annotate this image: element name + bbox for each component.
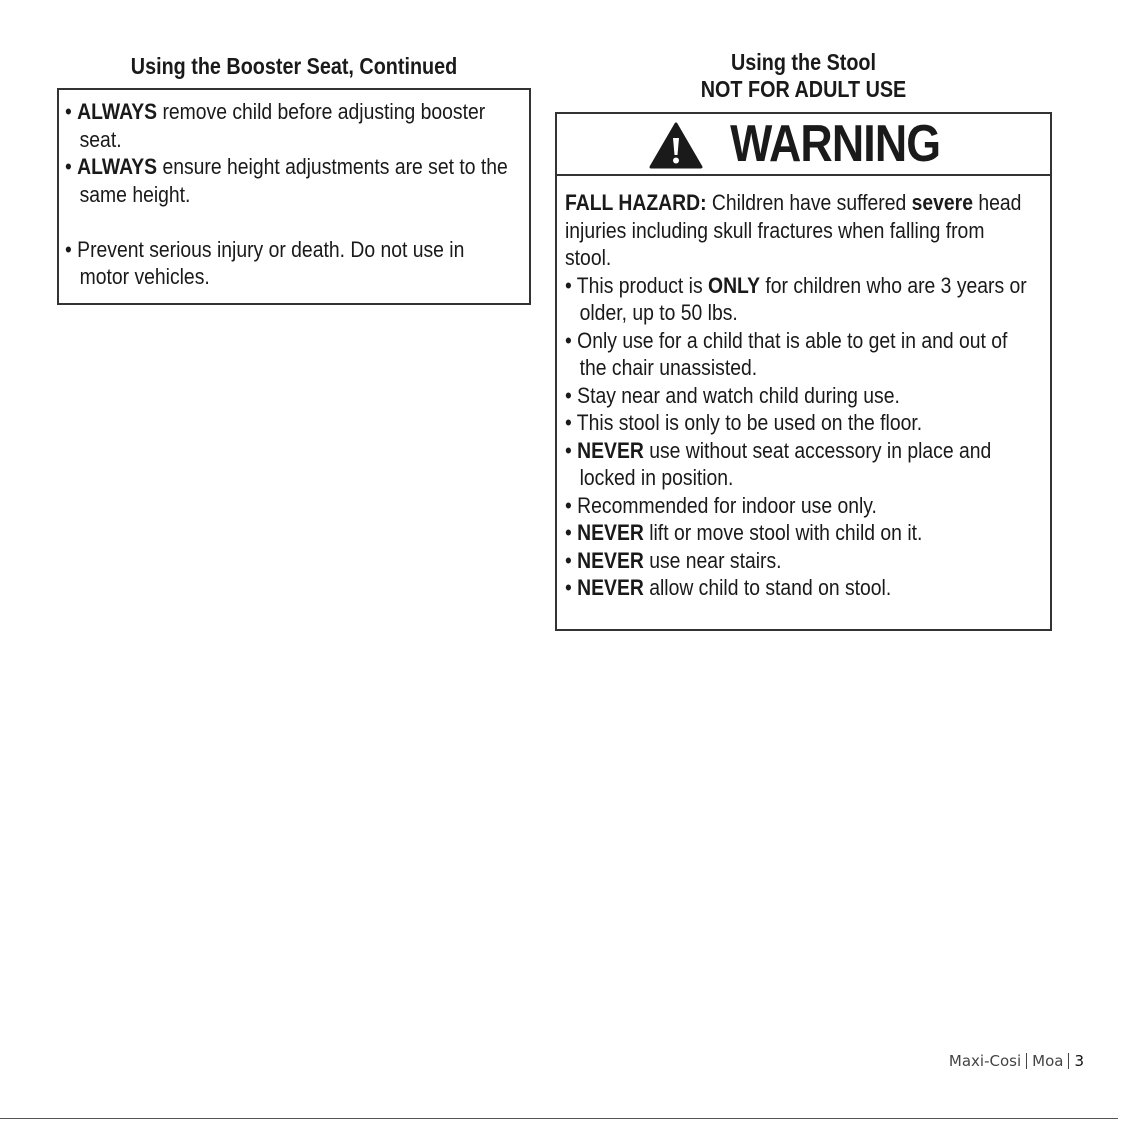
not-for-adult-use-label: NOT FOR ADULT USE <box>700 76 907 102</box>
bottom-rule <box>0 1118 1118 1119</box>
list-item: • Prevent serious injury or death. Do not use in <box>65 236 465 262</box>
list-item: • NEVER allow child to stand on stool. <box>565 575 892 600</box>
list-item: • Only use for a child that is able to get in and out of <box>565 327 1008 353</box>
list-item: • Stay near and watch child during use. <box>565 382 900 408</box>
footer-divider <box>1026 1053 1027 1069</box>
footer-product: Moa <box>1032 1052 1064 1070</box>
list-item: • ALWAYS ensure height adjustments are set to the <box>65 154 508 179</box>
list-item: • This stool is only to be used on the floor. <box>565 410 923 435</box>
list-item: • NEVER use without seat accessory in place and <box>565 437 992 463</box>
list-item: • This product is ONLY for children who are 3 years or <box>565 272 1027 298</box>
fall-hazard-line: FALL HAZARD: Children have suffered severe head <box>565 190 1022 215</box>
page-footer <box>949 1052 1084 1070</box>
list-item: • Recommended for indoor use only. <box>565 492 877 518</box>
warning-text: FALL HAZARD: Children have suffered severe head injuries including skull fractures when falling from stool. • This product is ONLY for children who are 3 years or older, up to 50 lbs. • Only use for a child that is able to get in and out of the chair unassisted. • Stay near and watch child during use. • This stool is only to be used on the floor. • NEVER use without seat accessory in place and locked in position. • Recommended for indoor use only. • NEVER lift or move stool with child on it. • NEVER use near stairs. • NEVER allow child to stand on stool. <box>565 189 1047 602</box>
warning-label: WARNING <box>730 115 941 173</box>
list-item: • NEVER lift or move stool with child on it. <box>565 520 923 545</box>
stool-section-title: Using the Stool NOT FOR ADULT USE <box>591 49 1017 103</box>
list-item: • NEVER use near stairs. <box>565 547 782 573</box>
warning-header <box>557 114 1050 176</box>
warning-box <box>555 112 1052 631</box>
booster-notice-box <box>57 88 531 305</box>
booster-section-title: Using the Booster Seat, Continued <box>130 53 458 79</box>
footer-brand: Maxi-Cosi <box>948 1052 1022 1070</box>
warning-triangle-icon <box>649 121 703 169</box>
booster-notice-text: • ALWAYS remove child before adjusting booster seat. • ALWAYS ensure height adjustments are set to the same height. • Prevent serious injury or death. Do not use in motor vehicles. <box>65 98 525 291</box>
footer-divider <box>1068 1053 1069 1069</box>
page-number: 3 <box>1074 1052 1084 1070</box>
list-item: • ALWAYS remove child before adjusting booster <box>65 99 486 124</box>
